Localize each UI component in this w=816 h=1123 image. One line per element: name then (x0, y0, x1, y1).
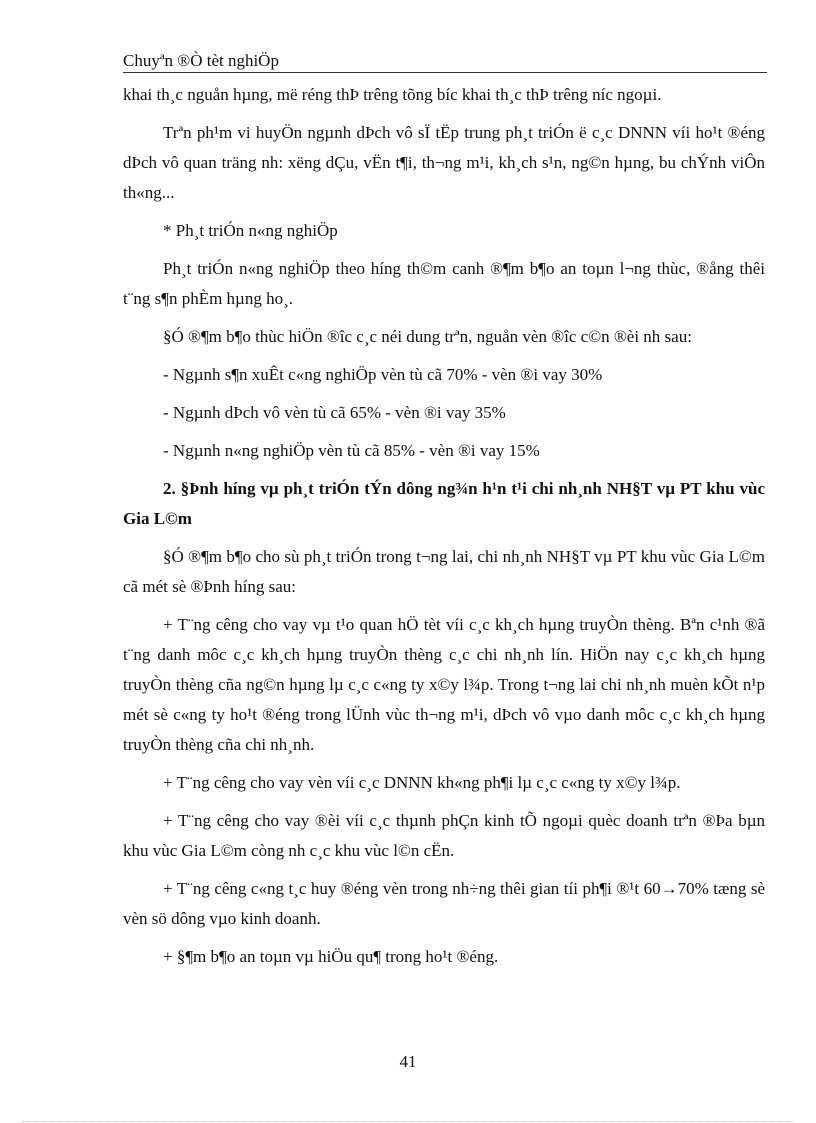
list-item-services: - Ngµnh dÞch vô vèn tù cã 65% - vèn ®i vay 35% (163, 403, 506, 422)
list-item-industry: - Ngµnh s¶n xuÊt c«ng nghiÖp vèn tù cã 70% - vèn ®i vay 30% (163, 365, 603, 384)
list-item-agriculture: - Ngµnh n«ng nghiÖp vèn tù cã 85% - vèn ®i vay 15% (163, 441, 540, 460)
page-number: 41 (399, 1052, 417, 1071)
paragraph-services: Trªn ph¹m vi huyÖn ngµnh dÞch vô sÏ tËp trung ph¸t triÓn ë c¸c DNNN víi ho¹t ®éng dÞch vô quan träng nh: xëng dÇu, vËn t¶i, th¬ng m¹i, kh¸ch s¹n, ng©n hµng, bu chÝnh viÔn th«ng... (123, 123, 765, 202)
paragraph-capital-mobilization: + T¨ng cêng c«ng t¸c huy ®éng vèn trong nh÷ng thêi gian tíi ph¶i ®¹t 60→70% tæng sè vèn sö dông vµo kinh doanh. (123, 879, 765, 928)
paragraph-orientation-intro: §Ó ®¶m b¶o cho sù ph¸t triÓn trong t¬ng lai, chi nh¸nh NH§T vµ PT khu vùc Gia L©m cã mét sè ®Þnh híng sau: (123, 547, 765, 596)
paragraph-agriculture: Ph¸t triÓn n«ng nghiÖp theo híng th©m canh ®¶m b¶o an toµn l¬ng thùc, ®ång thêi t¨ng s¶n phÈm hµng ho¸. (123, 259, 765, 308)
document-body (123, 80, 765, 980)
paragraph-traditional-customers: + T¨ng cêng cho vay vµ t¹o quan hÖ tèt víi c¸c kh¸ch hµng truyÒn thèng. Bªn c¹nh ®ã t¨ng danh môc c¸c kh¸ch hµng truyÒn thèng c¸c chi nh¸nh lín. HiÖn nay c¸c kh¸ch hµng truyÒn thèng cña ng©n hµng lµ c¸c c«ng ty x©y l¾p. Trong t¬ng lai chi nh¸nh muèn kÕt n¹p mét sè c«ng ty ho¹t ®éng trong lÜnh vùc th¬ng m¹i, dÞch vô vµo danh môc c¸c kh¸ch hµng truyÒn thèng cña chi nh¸nh. (123, 615, 765, 754)
paragraph-continuation: khai th¸c nguån hµng, më réng thÞ trêng tõng bíc khai th¸c thÞ trêng níc ngoµi. (123, 85, 662, 104)
page-bottom-divider (22, 1121, 794, 1122)
paragraph-dnnn-lending: + T¨ng cêng cho vay vèn víi c¸c DNNN kh«ng ph¶i lµ c¸c c«ng ty x©y l¾p. (163, 773, 681, 792)
paragraph-funding-intro: §Ó ®¶m b¶o thùc hiÖn ®îc c¸c néi dung trªn, nguån vèn ®îc c©n ®èi nh sau: (163, 327, 692, 346)
paragraph-safety-efficiency: + §¶m b¶o an toµn vµ hiÖu qu¶ trong ho¹t ®éng. (163, 947, 499, 966)
subheading-agriculture: * Ph¸t triÓn n«ng nghiÖp (163, 221, 338, 240)
section-heading: 2. §Þnh híng vµ ph¸t triÓn tÝn dông ng¾n h¹n t¹i chi nh¸nh NH§T vµ PT khu vùc Gia L©m (123, 479, 765, 528)
paragraph-non-state-lending: + T¨ng cêng cho vay ®èi víi c¸c thµnh phÇn kinh tÕ ngoµi quèc doanh trªn ®Þa bµn khu vùc Gia L©m còng nh c¸c khu vùc l©n cËn. (123, 811, 765, 860)
running-header: Chuyªn ®Ò tèt nghiÖp (123, 50, 767, 73)
